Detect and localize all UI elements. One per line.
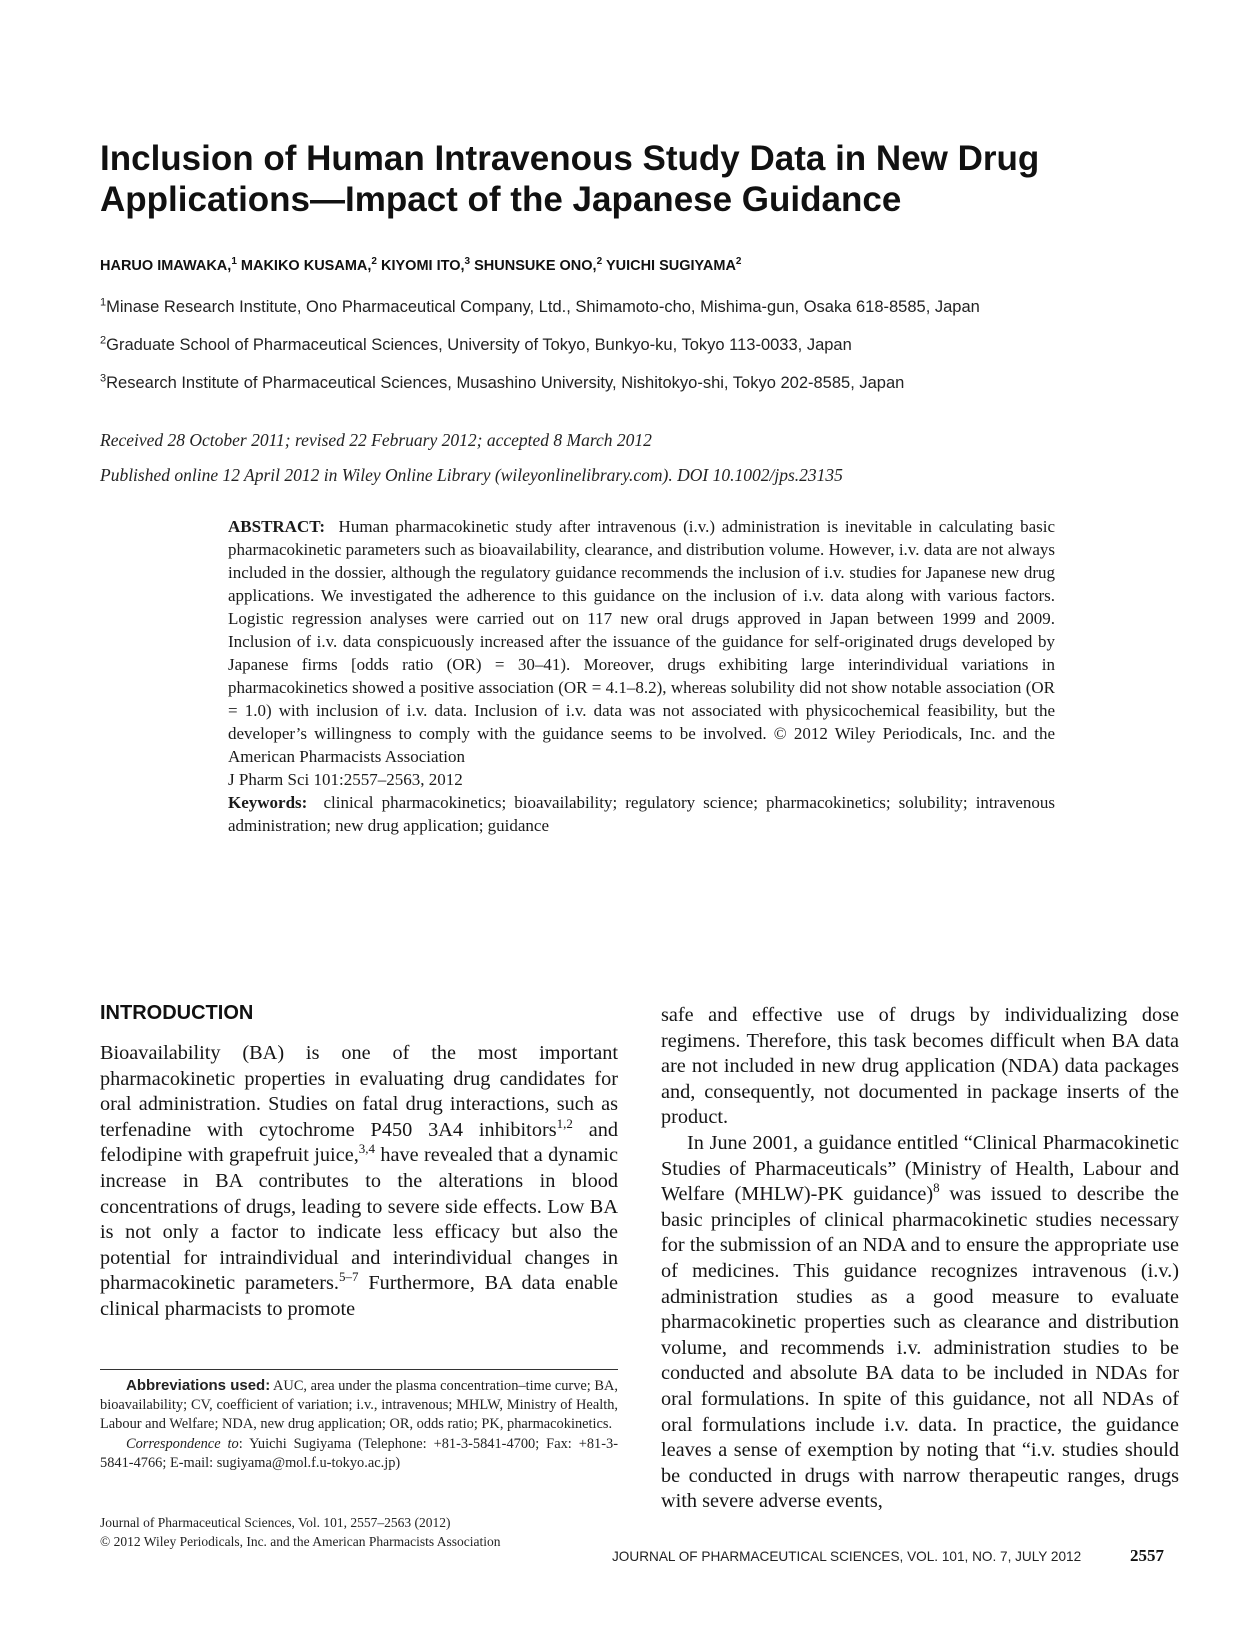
page-number: 2557: [1130, 1546, 1164, 1565]
intro-paragraph-1-continued: safe and effective use of drugs by individualizing dose regimens. Therefore, this task becomes difficult when BA data are not included in new drug application (NDA) data packages and, consequently, not documented in package inserts of the product.: [661, 1004, 1179, 1129]
paragraph-text: In June 2001, a guidance entitled “Clinical Pharmacokinetic Studies of Pharmaceuticals” (Ministry of Health, Labour and Welfare (MHLW)-PK guidance): [661, 1131, 1179, 1206]
affiliation-3: [100, 374, 1160, 393]
affiliation-1: [100, 298, 1160, 317]
abstract-citation: J Pharm Sci 101:2557–2563, 2012: [228, 770, 463, 789]
journal-copyright-note: [100, 1513, 640, 1551]
keywords-text: clinical pharmacokinetics; bioavailability; regulatory science; pharmacokinetics; solubility; intravenous administration; new drug application; guidance: [228, 793, 1056, 835]
author-affiliation-mark: 2: [371, 256, 377, 268]
affiliation-mark: 2: [100, 334, 107, 347]
paragraph-text: was issued to describe the basic principles of clinical pharmacokinetic studies necessary for the submission of an NDA and to ensure the appropriate use of medicines. This guidance recognizes intravenous (i.v.) administration studies as a good measure to evaluate pharmacokinetic properties such as clearance and distribution volume, and recommends i.v. administration studies to be conducted and absolute BA data to be included in NDAs for oral formulations. In spite of this guidance, not all NDAs of oral formulations include i.v. data. In practice, the guidance leaves a sense of exemption by noting that “i.v. studies should be conducted in drugs with narrow therapeutic ranges, drugs with severe adverse events,: [661, 1183, 1180, 1513]
footnote-divider: [100, 1369, 618, 1370]
author-affiliation-mark: 3: [464, 256, 471, 268]
affiliation-text: Graduate School of Pharmaceutical Sciences, University of Tokyo, Bunkyo-ku, Tokyo 113-0033, Japan: [106, 336, 852, 354]
running-footer: JOURNAL OF PHARMACEUTICAL SCIENCES, VOL. 101, NO. 7, JULY 2012: [612, 1549, 1082, 1564]
paragraph-text: and felodipine with grapefruit juice,: [100, 1118, 618, 1167]
article-title-line-1: Inclusion of Human Intravenous Study Data in New Drug: [100, 139, 1040, 178]
author-list: [100, 258, 1140, 274]
paragraph-text: Bioavailability (BA) is one of the most important pharmacokinetic properties in evaluating drug candidates for oral administration. Studies on fatal drug interactions, such as terfenadine with cytochrome P450 3A4 inhibitors: [100, 1042, 618, 1141]
received-dates: Received 28 October 2011; revised 22 February 2012; accepted 8 March 2012: [100, 430, 652, 450]
author-affiliation-mark: 2: [596, 256, 603, 268]
paragraph-text: have revealed that a dynamic increase in BA contributes to the alterations in blood concentrations of drugs, leading to severe side effects. Low BA is not only a factor to indicate less efficacy but also the potential for intraindividual and interindividual changes in pharmacokinetic parameters.: [100, 1144, 618, 1295]
author-name: HARUO IMAWAKA,: [100, 258, 232, 274]
abbreviations-text: AUC, area under the plasma concentration–time curve; BA, bioavailability; CV, coefficient of variation; i.v., intravenous; MHLW, Ministry of Health, Labour and Welfare; NDA, new drug application; OR, odds ratio; PK, pharmacokinetics.: [100, 1378, 618, 1433]
affiliation-2: [100, 336, 1160, 355]
abbreviations-label: Abbreviations used:: [126, 1377, 271, 1394]
intro-paragraph-1: [100, 1041, 618, 1323]
left-column: [100, 1041, 618, 1323]
section-heading-introduction: INTRODUCTION: [100, 1002, 254, 1024]
abstract-label: ABSTRACT:: [228, 517, 325, 536]
abstract-text: Human pharmacokinetic study after intravenous (i.v.) administration is inevitable in calculating basic pharmacokinetic parameters such as bioavailability, clearance, and distribution volume. However, i.v. data are not always included in the dossier, although the regulatory guidance recommends the inclusion of i.v. studies for Japanese new drug applications. We investigated the adherence to this guidance on the inclusion of i.v. data along with various factors. Logistic regression analyses were carried out on 117 new oral drugs approved in Japan between 1999 and 2009. Inclusion of i.v. data conspicuously increased after the issuance of the guidance for self-originated drugs developed by Japanese firms [odds ratio (OR) = 30–41). Moreover, drugs exhibiting large interindividual variations in pharmacokinetics showed a positive association (OR = 4.1–8.2), whereas solubility did not show notable association (OR = 1.0) with inclusion of i.v. data. Inclusion of i.v. data was not associated with physicochemical feasibility, but the developer’s willingness to comply with the guidance seems to be involved. © 2012 Wiley Periodicals, Inc. and the American Pharmacists Association: [228, 517, 1055, 766]
author-name: KIYOMI ITO,: [381, 258, 465, 274]
correspondence-text: : Yuichi Sugiyama (Telephone: +81-3-5841-4700; Fax: +81-3-5841-4766; E-mail: sugiyama@mol.f.u-tokyo.ac.jp): [100, 1435, 618, 1471]
citation-mark: 8: [933, 1180, 940, 1196]
right-column: [661, 1003, 1179, 1515]
affiliation-text: Research Institute of Pharmaceutical Sciences, Musashino University, Nishitokyo-shi, Tokyo 202-8585, Japan: [106, 374, 905, 392]
correspondence-label: Correspondence to: [126, 1435, 239, 1452]
author-name: SHUNSUKE ONO,: [474, 258, 597, 274]
copyright-line: © 2012 Wiley Periodicals, Inc. and the American Pharmacists Association: [100, 1534, 501, 1549]
citation-mark: 3,4: [358, 1141, 376, 1157]
citation-mark: 5–7: [339, 1269, 359, 1285]
author-name: YUICHI SUGIYAMA: [605, 258, 736, 274]
affiliation-mark: 3: [100, 372, 107, 385]
abbreviations-footnote: [100, 1376, 618, 1435]
citation-mark: 1,2: [556, 1116, 573, 1132]
paragraph-text: Furthermore, BA data enable clinical pharmacists to promote: [100, 1272, 618, 1320]
intro-paragraph-2: [661, 1131, 1179, 1515]
author-affiliation-mark: 1: [231, 256, 237, 268]
affiliation-mark: 1: [100, 296, 107, 309]
correspondence-footnote: [100, 1435, 618, 1473]
abstract-block: [228, 515, 1055, 837]
keywords-label: Keywords:: [228, 793, 308, 812]
affiliation-text: Minase Research Institute, Ono Pharmaceutical Company, Ltd., Shimamoto-cho, Mishima-gun, Osaka 618-8585, Japan: [106, 298, 980, 316]
keywords-line: [228, 791, 1055, 837]
author-affiliation-mark: 2: [735, 256, 742, 268]
footnotes: [100, 1376, 618, 1473]
article-title-line-2: Applications—Impact of the Japanese Guidance: [100, 180, 902, 219]
abstract-paragraph: [228, 515, 1055, 768]
article-title: [100, 138, 1140, 220]
published-line: Published online 12 April 2012 in Wiley Online Library (wileyonlinelibrary.com). DOI 10.1002/jps.23135: [100, 465, 843, 485]
author-name: MAKIKO KUSAMA,: [240, 258, 372, 274]
journal-citation-line: Journal of Pharmaceutical Sciences, Vol. 101, 2557–2563 (2012): [100, 1515, 451, 1530]
